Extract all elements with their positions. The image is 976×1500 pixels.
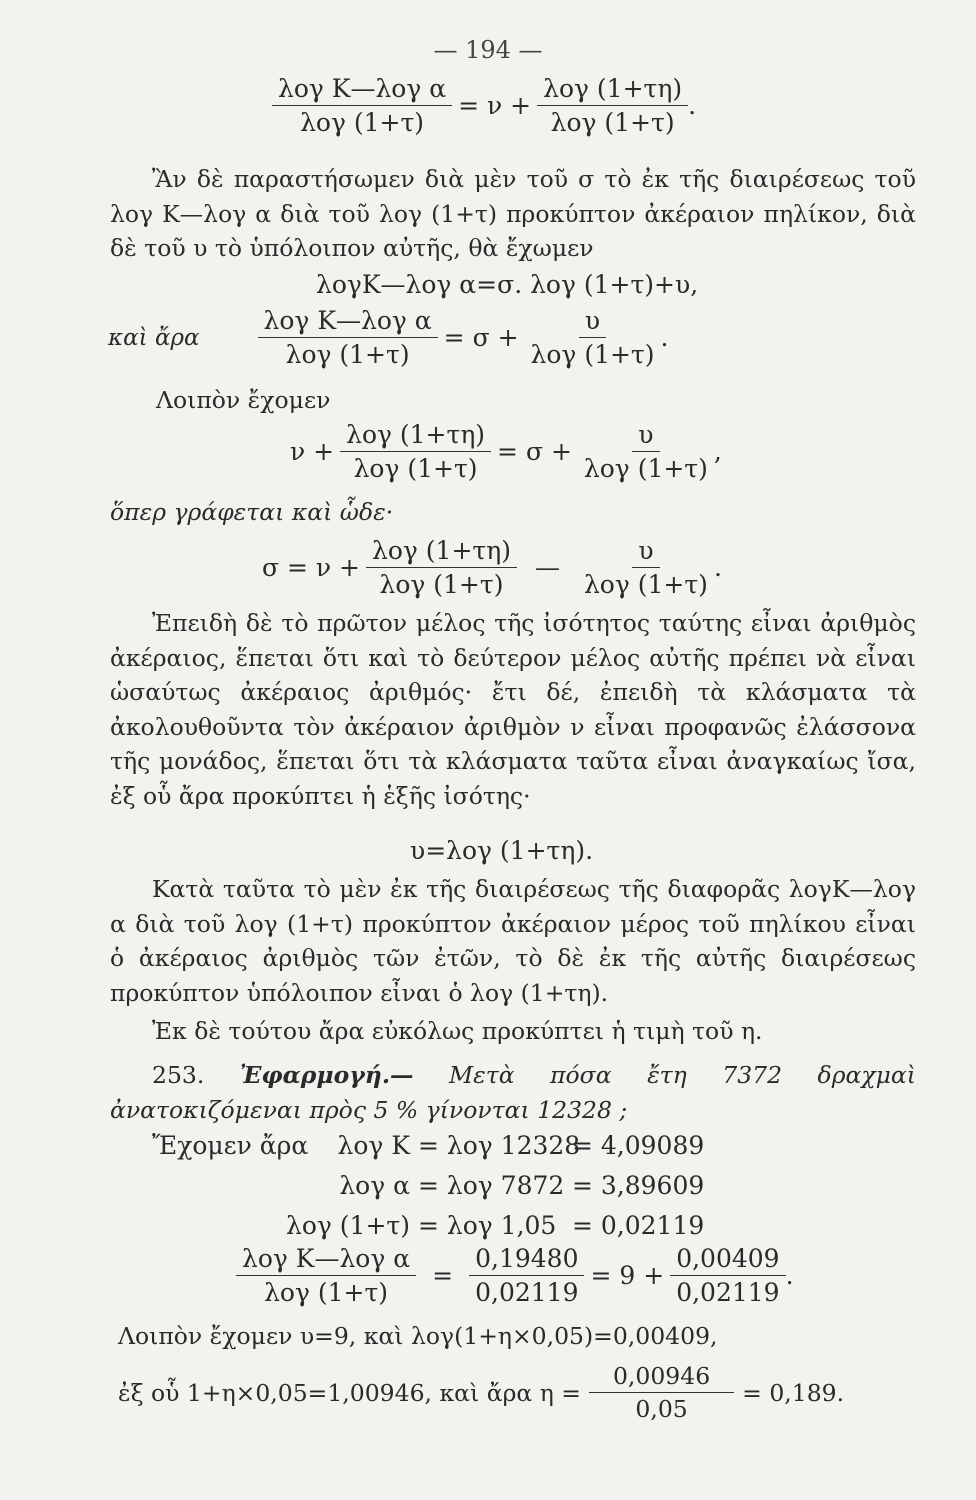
numerator: 0,00409	[670, 1244, 785, 1276]
numerator: υ	[632, 420, 659, 452]
numerator: λογ K—λογ α	[236, 1244, 416, 1276]
fraction	[537, 74, 688, 137]
equation-5	[256, 536, 722, 599]
numerator: λογ (1+τη)	[366, 536, 517, 568]
fraction	[340, 420, 491, 483]
equation-4	[284, 420, 722, 483]
operator: =	[432, 1261, 454, 1290]
numerator: λογ (1+τη)	[537, 74, 688, 106]
numerator: 0,00946	[589, 1362, 734, 1393]
equation-7	[236, 1244, 794, 1307]
result-post: = 0,189.	[742, 1378, 845, 1407]
denominator: λογ (1+τ)	[300, 108, 425, 137]
fraction	[272, 74, 452, 137]
fraction	[670, 1244, 785, 1307]
calc-mid: = λογ 1,05	[418, 1211, 557, 1240]
fraction	[258, 306, 438, 369]
equation-6: υ=λογ (1+τη).	[410, 836, 594, 865]
result-line-1: Λοιπὸν ἔχομεν υ=9, καὶ λογ(1+η×0,05)=0,00409,	[118, 1322, 718, 1350]
operator: = σ +	[443, 323, 519, 352]
calc-lhs: λογ α	[339, 1171, 410, 1200]
paragraph-4	[110, 1014, 916, 1049]
numerator: λογ K—λογ α	[272, 74, 452, 106]
paragraph-1	[110, 162, 916, 266]
section-title: Ἐφαρμογή.—	[239, 1061, 414, 1089]
section-253	[110, 1058, 916, 1127]
numerator: υ	[632, 536, 659, 568]
punctuation: .	[785, 1261, 794, 1290]
paragraph-text: Κατὰ ταῦτα τὸ μὲν ἐκ τῆς διαιρέσεως τῆς διαφορᾶς λογK—λογ α διὰ τοῦ λογ (1+τ) προκύπτον ἀκέραιον μέρος τοῦ πηλίκου εἶναι ὁ ἀκέραιος ἀριθμὸς τῶν ἐτῶν, τὸ δὲ ἐκ τῆς αὐτῆς διαιρέσεως προκύπτον ὑπόλοιπον εἶναι ὁ λογ (1+τη).	[110, 875, 916, 1007]
equation-2: λογK—λογ α=σ. λογ (1+τ)+υ,	[316, 270, 699, 299]
fraction	[469, 1244, 584, 1307]
label-loipon: Λοιπὸν ἔχομεν	[156, 386, 331, 414]
equation-3	[108, 306, 668, 369]
section-number: 253.	[152, 1061, 205, 1089]
punctuation: .	[713, 553, 722, 582]
page-number: — 194 —	[433, 36, 543, 64]
fraction	[525, 306, 661, 369]
denominator: λογ (1+τ)	[550, 108, 675, 137]
result-pre: ἐξ οὗ 1+η×0,05=1,00946, καὶ ἄρα η =	[118, 1378, 581, 1407]
paragraph-text: Ἂν δὲ παραστήσωμεν διὰ μὲν τοῦ σ τὸ ἐκ τῆς διαιρέσεως τοῦ λογ K—λογ α διὰ τοῦ λογ (1+τ) προκύπτον ἀκέραιον πηλίκον, διὰ δὲ τοῦ υ τὸ ὑπόλοιπον αὐτῆς, θὰ ἔχωμεν	[110, 165, 916, 262]
calc-mid: = λογ 12328	[418, 1131, 581, 1160]
calc-intro: Ἔχομεν ἄρα	[152, 1131, 309, 1160]
numerator: υ	[579, 306, 606, 338]
operator: = 9 +	[590, 1261, 665, 1290]
label-oper: ὅπερ γράφεται καὶ ὧδε·	[110, 498, 394, 526]
paragraph-text: Ἐπειδὴ δὲ τὸ πρῶτον μέλος τῆς ἰσότητος ταύτης εἶναι ἀριθμὸς ἀκέραιος, ἕπεται ὅτι καὶ τὸ δεύτερον μέλος αὐτῆς πρέπει νὰ εἶναι ὡσαύτως ἀκέραιος ἀριθμός· ἔτι δέ, ἐπειδὴ τὰ κλάσματα τὰ ἀκολουθοῦντα τὸν ἀκέραιον ἀριθμὸν ν εἶναι προφανῶς ἐλάσσονα τῆς μονάδος, ἕπεται ὅτι τὰ κλάσματα ταῦτα εἶναι ἀναγκαίως ἴσα, ἐξ οὗ ἄρα προκύπτει ἡ ἑξῆς ἰσότης·	[110, 609, 916, 810]
calc-mid: = λογ 7872	[418, 1171, 565, 1200]
operator: σ = ν +	[262, 553, 360, 582]
numerator: λογ (1+τη)	[340, 420, 491, 452]
denominator: λογ (1+τ)	[530, 340, 655, 369]
section-problem: Μετὰ πόσα ἔτη 7372 δραχμαὶ ἀνατοκιζόμεναι πρὸς 5 % γίνονται 12328 ;	[110, 1061, 916, 1124]
operator: = σ +	[497, 437, 572, 466]
result-line-2	[118, 1362, 844, 1423]
denominator: λογ (1+τ)	[583, 570, 708, 599]
fraction	[236, 1244, 416, 1307]
calc-lhs: λογ (1+τ)	[286, 1211, 410, 1240]
numerator: 0,19480	[469, 1244, 584, 1276]
denominator: 0,02119	[676, 1278, 780, 1307]
label-kai-ara: καὶ ἄρα	[108, 324, 200, 351]
paragraph-3	[110, 872, 916, 1010]
operator: ν +	[290, 437, 335, 466]
punctuation: ,	[713, 437, 722, 466]
paragraph-text: Ἐκ δὲ τούτου ἄρα εὐκόλως προκύπτει ἡ τιμὴ τοῦ η.	[152, 1017, 763, 1045]
fraction	[589, 1362, 734, 1423]
denominator: λογ (1+τ)	[379, 570, 504, 599]
calc-lhs: λογ K	[337, 1131, 410, 1160]
fraction	[578, 420, 714, 483]
denominator: λογ (1+τ)	[583, 454, 708, 483]
equation-1	[272, 74, 696, 137]
operator: = ν +	[458, 91, 532, 120]
operator: —	[534, 553, 560, 582]
punctuation: .	[660, 323, 669, 352]
calc-rhs: = 3,89609	[572, 1171, 705, 1200]
numerator: λογ K—λογ α	[258, 306, 438, 338]
calc-rhs: = 0,02119	[572, 1211, 705, 1240]
fraction	[366, 536, 517, 599]
fraction	[578, 536, 714, 599]
denominator: 0,05	[635, 1395, 688, 1423]
denominator: λογ (1+τ)	[353, 454, 478, 483]
denominator: λογ (1+τ)	[285, 340, 410, 369]
denominator: λογ (1+τ)	[264, 1278, 389, 1307]
paragraph-2	[110, 606, 916, 813]
calc-rhs: = 4,09089	[572, 1131, 705, 1160]
punctuation: .	[688, 91, 697, 120]
denominator: 0,02119	[475, 1278, 579, 1307]
